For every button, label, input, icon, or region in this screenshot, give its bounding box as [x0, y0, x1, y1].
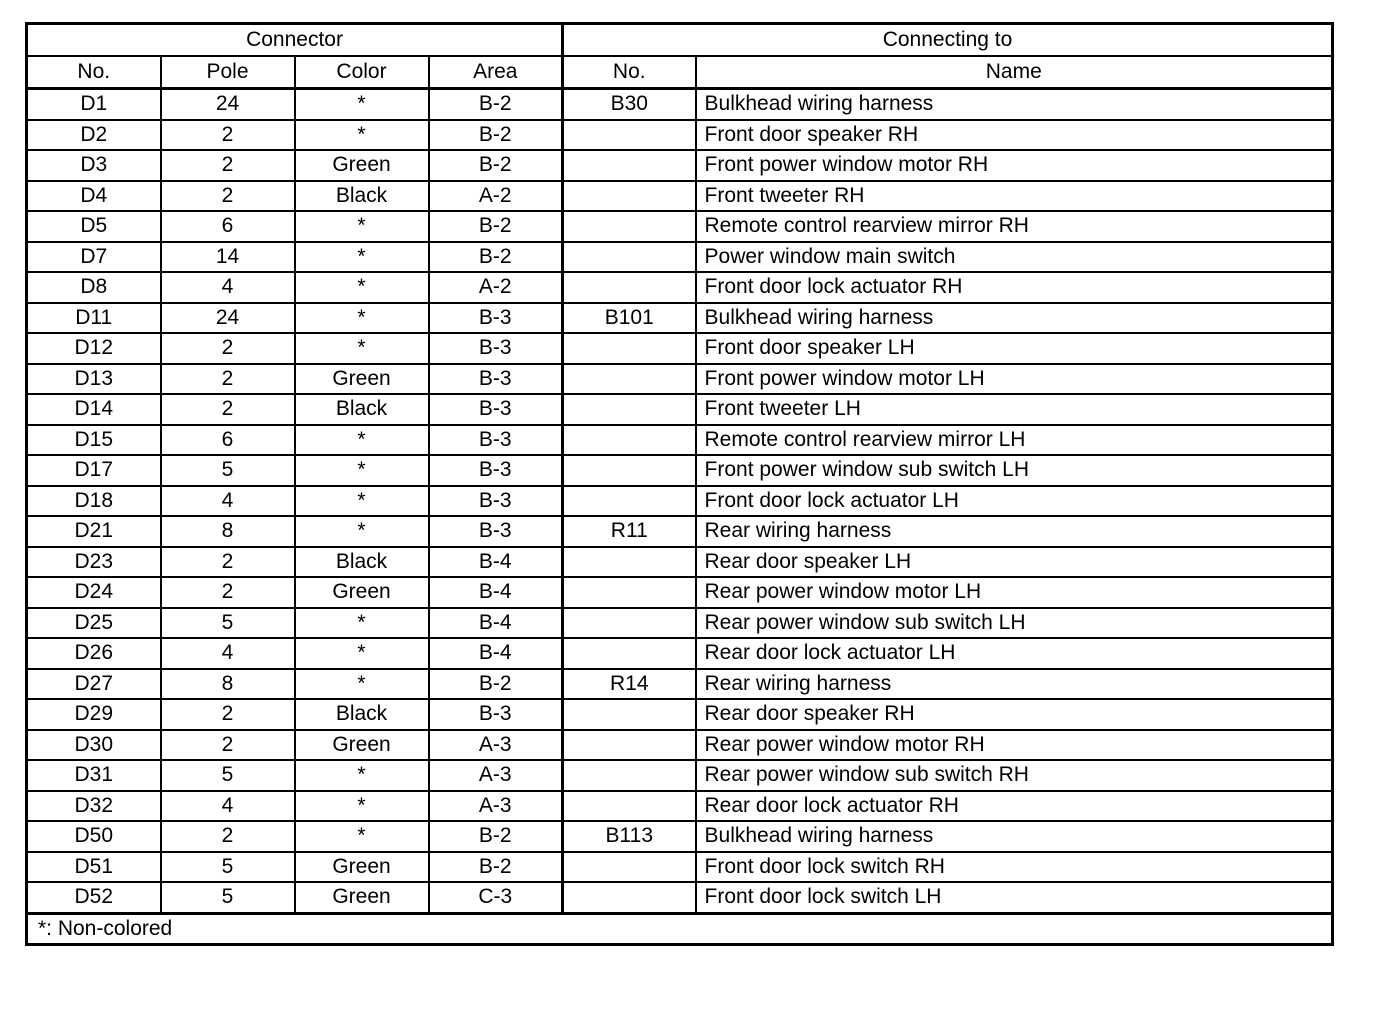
cell-no: D25 [27, 608, 161, 639]
cell-no: D26 [27, 638, 161, 669]
col-header-area: Area [429, 56, 563, 89]
table-row [27, 211, 1333, 242]
table-row [27, 333, 1333, 364]
cell-color: * [295, 791, 429, 822]
cell-area: B-4 [429, 547, 563, 578]
cell-name: Rear door speaker RH [696, 699, 1333, 730]
cell-color: * [295, 425, 429, 456]
cell-area: B-2 [429, 211, 563, 242]
table-row [27, 882, 1333, 913]
cell-pole: 2 [161, 699, 295, 730]
cell-name: Rear power window sub switch RH [696, 760, 1333, 791]
group-connector: Connector [27, 24, 563, 57]
cell-to-no: R14 [563, 669, 696, 700]
cell-color: * [295, 638, 429, 669]
cell-area: B-4 [429, 577, 563, 608]
cell-area: B-3 [429, 455, 563, 486]
table-row [27, 669, 1333, 700]
table-row [27, 547, 1333, 578]
cell-color: Green [295, 882, 429, 913]
cell-pole: 24 [161, 303, 295, 334]
cell-area: B-3 [429, 364, 563, 395]
cell-pole: 2 [161, 394, 295, 425]
cell-area: B-2 [429, 852, 563, 883]
cell-name: Rear door speaker LH [696, 547, 1333, 578]
col-header-to-no: No. [563, 56, 696, 89]
cell-no: D5 [27, 211, 161, 242]
cell-color: * [295, 669, 429, 700]
cell-pole: 6 [161, 425, 295, 456]
cell-area: A-3 [429, 760, 563, 791]
cell-name: Remote control rearview mirror LH [696, 425, 1333, 456]
table-row [27, 364, 1333, 395]
cell-area: B-3 [429, 303, 563, 334]
cell-area: C-3 [429, 882, 563, 913]
cell-color: Black [295, 699, 429, 730]
cell-to-no [563, 852, 696, 883]
cell-area: A-2 [429, 181, 563, 212]
cell-color: * [295, 242, 429, 273]
cell-no: D2 [27, 120, 161, 151]
cell-color: * [295, 760, 429, 791]
table-row [27, 486, 1333, 517]
cell-to-no [563, 547, 696, 578]
cell-no: D31 [27, 760, 161, 791]
table-row [27, 150, 1333, 181]
cell-color: * [295, 272, 429, 303]
cell-color: * [295, 608, 429, 639]
cell-area: B-3 [429, 333, 563, 364]
cell-no: D7 [27, 242, 161, 273]
cell-name: Bulkhead wiring harness [696, 821, 1333, 852]
table-row [27, 394, 1333, 425]
col-header-color: Color [295, 56, 429, 89]
cell-color: * [295, 516, 429, 547]
cell-name: Rear power window sub switch LH [696, 608, 1333, 639]
cell-to-no [563, 181, 696, 212]
cell-no: D32 [27, 791, 161, 822]
cell-to-no [563, 150, 696, 181]
cell-to-no [563, 242, 696, 273]
cell-no: D1 [27, 89, 161, 120]
cell-color: * [295, 333, 429, 364]
cell-color: * [295, 89, 429, 120]
cell-pole: 2 [161, 333, 295, 364]
cell-name: Front door speaker RH [696, 120, 1333, 151]
cell-no: D27 [27, 669, 161, 700]
cell-name: Rear power window motor LH [696, 577, 1333, 608]
cell-to-no [563, 272, 696, 303]
cell-pole: 6 [161, 211, 295, 242]
cell-to-no [563, 699, 696, 730]
cell-no: D17 [27, 455, 161, 486]
cell-pole: 5 [161, 882, 295, 913]
cell-no: D15 [27, 425, 161, 456]
cell-to-no: R11 [563, 516, 696, 547]
cell-no: D11 [27, 303, 161, 334]
cell-color: Black [295, 394, 429, 425]
cell-no: D8 [27, 272, 161, 303]
connector-table [25, 22, 1334, 946]
cell-pole: 24 [161, 89, 295, 120]
cell-to-no [563, 882, 696, 913]
cell-color: * [295, 486, 429, 517]
cell-area: B-3 [429, 425, 563, 456]
cell-name: Front power window motor RH [696, 150, 1333, 181]
table-row [27, 638, 1333, 669]
cell-pole: 2 [161, 181, 295, 212]
cell-area: B-2 [429, 242, 563, 273]
cell-area: B-2 [429, 89, 563, 120]
cell-no: D50 [27, 821, 161, 852]
cell-no: D23 [27, 547, 161, 578]
cell-area: A-2 [429, 272, 563, 303]
cell-name: Rear wiring harness [696, 516, 1333, 547]
cell-to-no [563, 425, 696, 456]
table-row [27, 730, 1333, 761]
cell-name: Front door lock switch RH [696, 852, 1333, 883]
cell-to-no [563, 120, 696, 151]
table-row [27, 120, 1333, 151]
cell-to-no [563, 791, 696, 822]
cell-pole: 4 [161, 272, 295, 303]
cell-area: B-3 [429, 486, 563, 517]
cell-no: D30 [27, 730, 161, 761]
cell-color: * [295, 120, 429, 151]
cell-to-no [563, 577, 696, 608]
cell-pole: 14 [161, 242, 295, 273]
cell-name: Front door lock switch LH [696, 882, 1333, 913]
cell-pole: 2 [161, 547, 295, 578]
cell-name: Front tweeter RH [696, 181, 1333, 212]
cell-no: D24 [27, 577, 161, 608]
cell-to-no [563, 608, 696, 639]
table-row [27, 821, 1333, 852]
cell-pole: 2 [161, 364, 295, 395]
cell-name: Front power window sub switch LH [696, 455, 1333, 486]
cell-no: D21 [27, 516, 161, 547]
footnote-row [27, 913, 1333, 945]
cell-to-no [563, 486, 696, 517]
cell-name: Front door speaker LH [696, 333, 1333, 364]
cell-pole: 5 [161, 608, 295, 639]
cell-area: B-3 [429, 394, 563, 425]
cell-color: Green [295, 852, 429, 883]
cell-color: * [295, 455, 429, 486]
cell-color: Black [295, 547, 429, 578]
cell-to-no: B113 [563, 821, 696, 852]
col-header-no: No. [27, 56, 161, 89]
cell-name: Rear door lock actuator RH [696, 791, 1333, 822]
footnote: *: Non-colored [27, 913, 1333, 945]
cell-color: Green [295, 577, 429, 608]
table-row [27, 425, 1333, 456]
table-row [27, 577, 1333, 608]
cell-area: B-2 [429, 821, 563, 852]
cell-area: B-2 [429, 120, 563, 151]
cell-no: D18 [27, 486, 161, 517]
cell-no: D4 [27, 181, 161, 212]
cell-pole: 5 [161, 852, 295, 883]
cell-area: B-3 [429, 699, 563, 730]
cell-to-no [563, 364, 696, 395]
table-row [27, 303, 1333, 334]
cell-to-no: B30 [563, 89, 696, 120]
cell-color: * [295, 821, 429, 852]
cell-name: Power window main switch [696, 242, 1333, 273]
table-row [27, 89, 1333, 120]
cell-no: D29 [27, 699, 161, 730]
table-row [27, 516, 1333, 547]
table-row [27, 272, 1333, 303]
cell-to-no [563, 730, 696, 761]
cell-name: Front tweeter LH [696, 394, 1333, 425]
cell-name: Rear wiring harness [696, 669, 1333, 700]
cell-to-no [563, 333, 696, 364]
cell-no: D3 [27, 150, 161, 181]
cell-area: A-3 [429, 791, 563, 822]
cell-to-no [563, 211, 696, 242]
cell-no: D13 [27, 364, 161, 395]
cell-color: Green [295, 150, 429, 181]
cell-to-no: B101 [563, 303, 696, 334]
cell-to-no [563, 455, 696, 486]
column-header-row [27, 56, 1333, 89]
cell-area: B-2 [429, 669, 563, 700]
cell-pole: 4 [161, 486, 295, 517]
table-row [27, 760, 1333, 791]
cell-pole: 5 [161, 455, 295, 486]
table-row [27, 699, 1333, 730]
cell-to-no [563, 760, 696, 791]
cell-color: * [295, 303, 429, 334]
table-row [27, 181, 1333, 212]
cell-pole: 2 [161, 120, 295, 151]
table-row [27, 791, 1333, 822]
cell-name: Front power window motor LH [696, 364, 1333, 395]
cell-to-no [563, 394, 696, 425]
cell-name: Front door lock actuator RH [696, 272, 1333, 303]
cell-pole: 2 [161, 821, 295, 852]
cell-name: Front door lock actuator LH [696, 486, 1333, 517]
cell-name: Rear power window motor RH [696, 730, 1333, 761]
cell-no: D52 [27, 882, 161, 913]
table-row [27, 608, 1333, 639]
cell-color: Green [295, 364, 429, 395]
table-row [27, 852, 1333, 883]
table-row [27, 242, 1333, 273]
cell-pole: 8 [161, 516, 295, 547]
group-connecting-to: Connecting to [563, 24, 1333, 57]
col-header-name: Name [696, 56, 1333, 89]
col-header-pole: Pole [161, 56, 295, 89]
cell-pole: 8 [161, 669, 295, 700]
cell-no: D12 [27, 333, 161, 364]
cell-area: B-4 [429, 608, 563, 639]
cell-pole: 2 [161, 730, 295, 761]
cell-name: Bulkhead wiring harness [696, 303, 1333, 334]
cell-area: A-3 [429, 730, 563, 761]
cell-color: * [295, 211, 429, 242]
cell-pole: 5 [161, 760, 295, 791]
cell-pole: 4 [161, 791, 295, 822]
cell-no: D14 [27, 394, 161, 425]
cell-pole: 2 [161, 150, 295, 181]
cell-pole: 4 [161, 638, 295, 669]
cell-name: Remote control rearview mirror RH [696, 211, 1333, 242]
cell-pole: 2 [161, 577, 295, 608]
cell-to-no [563, 638, 696, 669]
cell-name: Bulkhead wiring harness [696, 89, 1333, 120]
cell-color: Black [295, 181, 429, 212]
group-header-row [27, 24, 1333, 57]
cell-area: B-3 [429, 516, 563, 547]
cell-area: B-2 [429, 150, 563, 181]
table-row [27, 455, 1333, 486]
cell-area: B-4 [429, 638, 563, 669]
cell-name: Rear door lock actuator LH [696, 638, 1333, 669]
cell-no: D51 [27, 852, 161, 883]
cell-color: Green [295, 730, 429, 761]
